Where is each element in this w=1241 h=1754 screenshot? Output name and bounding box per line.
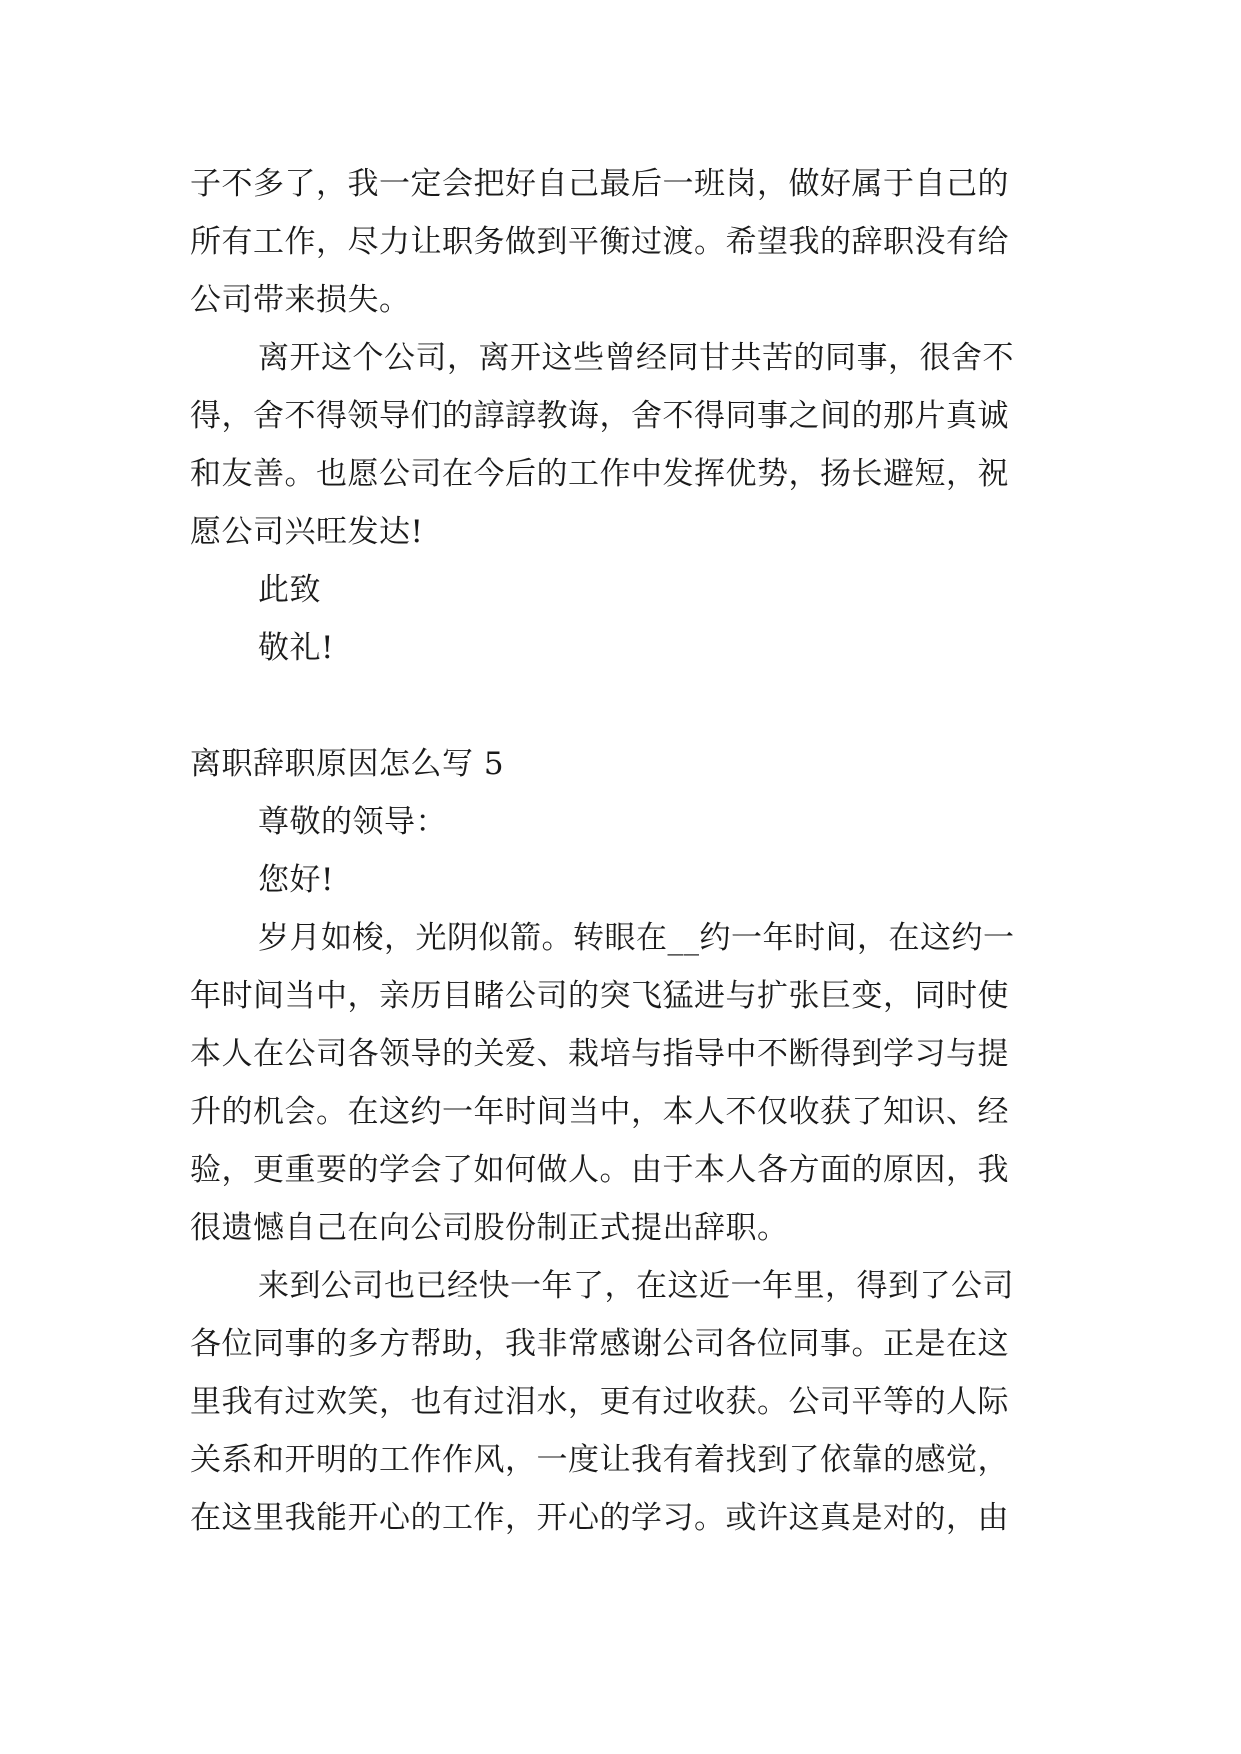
body-text-line: 在这里我能开心的工作，开心的学习。或许这真是对的，由 <box>190 1500 1009 1536</box>
closing-regards: 敬礼! <box>258 630 334 666</box>
body-text-line: 得，舍不得领导们的諄諄教诲，舍不得同事之间的那片真诚 <box>190 398 1009 434</box>
closing-salutation: 此致 <box>258 572 321 608</box>
body-text-line: 验，更重要的学会了如何做人。由于本人各方面的原因，我 <box>190 1152 1009 1188</box>
body-text-line: 关系和开明的工作作风，一度让我有着找到了依靠的感觉， <box>190 1442 1009 1478</box>
body-text-line: 子不多了，我一定会把好自己最后一班岗，做好属于自己的 <box>190 166 1009 202</box>
body-text-line: 里我有过欢笑，也有过泪水，更有过收获。公司平等的人际 <box>190 1384 1009 1420</box>
body-text-line: 和友善。也愿公司在今后的工作中发挥优势，扬长避短，祝 <box>190 456 1009 492</box>
body-text-line: 升的机会。在这约一年时间当中，本人不仅收获了知识、经 <box>190 1094 1009 1130</box>
body-text-line: 本人在公司各领导的关爱、栽培与指导中不断得到学习与提 <box>190 1036 1009 1072</box>
paragraph-start-line: 岁月如梭，光阴似箭。转眼在__约一年时间，在这约一 <box>258 920 1015 956</box>
body-text-line: 年时间当中，亲历目睹公司的突飞猛进与扩张巨变，同时使 <box>190 978 1009 1014</box>
body-text-line: 所有工作，尽力让职务做到平衡过渡。希望我的辞职没有给 <box>190 224 1009 260</box>
section-heading: 离职辞职原因怎么写 5 <box>190 746 505 782</box>
paragraph-start-line: 离开这个公司，离开这些曾经同甘共苦的同事，很舍不 <box>258 340 1014 376</box>
greeting-line: 您好! <box>258 862 334 898</box>
body-text-line: 愿公司兴旺发达! <box>190 514 424 550</box>
body-text-line: 公司带来损失。 <box>190 282 411 318</box>
paragraph-start-line: 来到公司也已经快一年了，在这近一年里，得到了公司 <box>258 1268 1014 1304</box>
body-text-line: 各位同事的多方帮助，我非常感谢公司各位同事。正是在这 <box>190 1326 1009 1362</box>
greeting-line: 尊敬的领导： <box>258 804 447 840</box>
body-text-line: 很遗憾自己在向公司股份制正式提出辞职。 <box>190 1210 789 1246</box>
